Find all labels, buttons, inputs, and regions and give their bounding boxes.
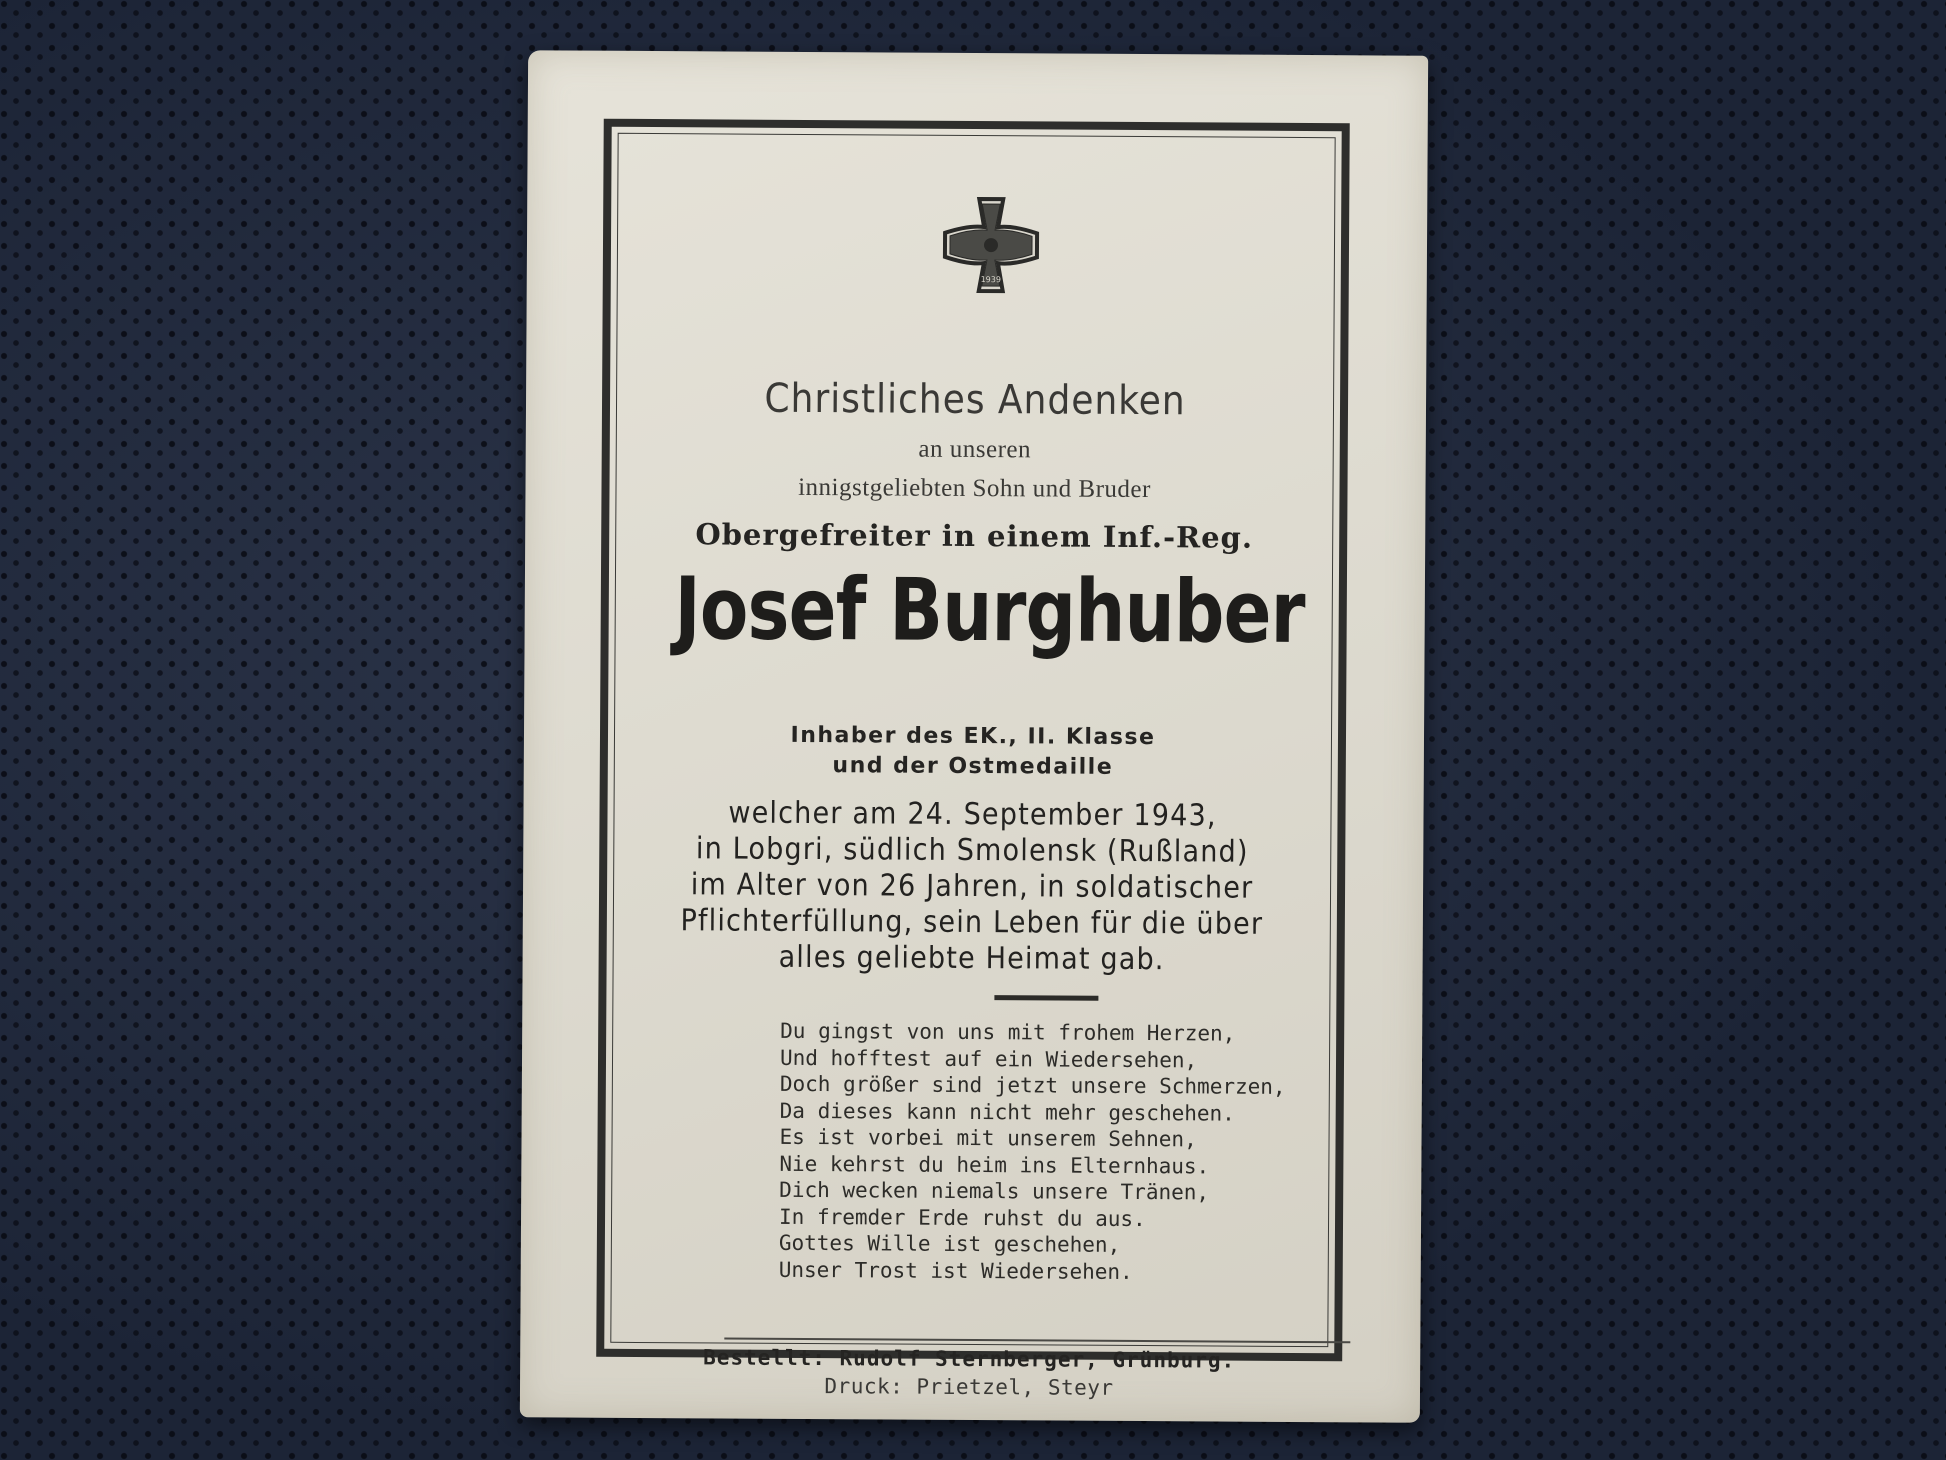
emblem-year: 1939 <box>980 275 1001 285</box>
dedication-line: an unseren <box>918 435 1032 464</box>
military-rank: Obergefreiter in einem Inf.-Reg. <box>695 517 1254 555</box>
description-line: in Lobgri, südlich Smolensk (Rußland) <box>695 831 1249 870</box>
poem-line: In fremder Erde ruhst du aus. <box>778 1204 1146 1231</box>
poem-line: Da dieses kann nicht mehr geschehen. <box>779 1098 1235 1126</box>
iron-cross-icon <box>941 195 1042 296</box>
award-line-1: Inhaber des EK., II. Klasse <box>790 722 1156 751</box>
card-title: Christliches Andenken <box>764 375 1186 425</box>
poem-line: Nie kehrst du heim ins Elternhaus. <box>779 1151 1210 1178</box>
printer-line: Druck: Prietzel, Steyr <box>824 1374 1114 1400</box>
ordered-by-line: Bestellt: Rudolf Sternberger, Grünburg. <box>703 1345 1236 1373</box>
poem-line: Es ist vorbei mit unserem Sehnen, <box>779 1124 1197 1152</box>
poem-line: Gottes Wille ist geschehen, <box>778 1230 1121 1257</box>
poem-line: Dich wecken niemals unsere Tränen, <box>779 1177 1210 1205</box>
poem-line: Du gingst von uns mit frohem Herzen, <box>780 1018 1236 1046</box>
award-line-2: und der Ostmedaille <box>832 753 1114 780</box>
divider-rule <box>994 995 1098 1001</box>
description-line: Pflichterfüllung, sein Leben für die über <box>680 903 1264 942</box>
description-line: alles geliebte Heimat gab. <box>778 939 1165 978</box>
description-line: im Alter von 26 Jahren, in soldatischer <box>690 867 1254 906</box>
card-border-frame <box>596 119 1350 1400</box>
memorial-card <box>520 50 1428 1422</box>
deceased-name: Josef Burghuber <box>674 559 1305 664</box>
memorial-poem <box>779 1018 1286 1286</box>
description-line: welcher am 24. September 1943, <box>728 795 1217 834</box>
poem-line: Unser Trost ist Wiedersehen. <box>778 1257 1133 1284</box>
poem-line: Doch größer sind jetzt unsere Schmerzen, <box>779 1071 1286 1099</box>
poem-line: Und hofftest auf ein Wiedersehen, <box>779 1045 1198 1072</box>
relation-line: innigstgeliebten Sohn und Bruder <box>798 473 1151 504</box>
